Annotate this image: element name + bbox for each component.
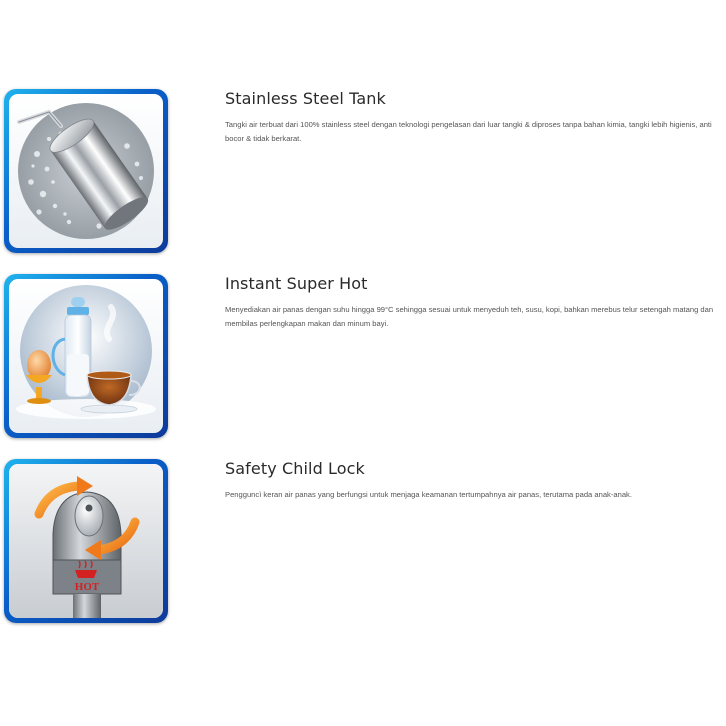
- feature-title: Stainless Steel Tank: [225, 89, 386, 108]
- feature-instant-super-hot: [0, 274, 726, 438]
- feature-title: Instant Super Hot: [225, 274, 368, 293]
- feature-image-frame: [4, 274, 168, 438]
- feature-stainless-steel-tank: [0, 89, 726, 253]
- feature-text: [225, 459, 721, 502]
- feature-safety-child-lock: [0, 459, 726, 623]
- hot-drinks-icon: [9, 279, 163, 433]
- child-lock-faucet-icon: [9, 464, 163, 618]
- stainless-steel-tank-icon: [9, 94, 163, 248]
- feature-title: Safety Child Lock: [225, 459, 365, 478]
- feature-description: Menyediakan air panas dengan suhu hingga 99°C sehingga sesuai untuk menyeduh teh, susu, kopi, bahkan merebus telur setengah matang dan membilas perlengkapan makan dan minum bayi.: [225, 305, 714, 328]
- feature-description: Pengguncì keran air panas yang berfungsi untuk menjaga keamanan tertumpahnya air panas, terutama pada anak-anak.: [225, 490, 632, 499]
- feature-image-frame: [4, 459, 168, 623]
- feature-text: [225, 274, 721, 331]
- feature-description: Tangki air terbuat dari 100% stainless steel dengan teknologi pengelasan dari luar tangki & diproses tanpa bahan kimia, tangki lebih higienis, anti bocor & tidak berkarat.: [225, 120, 712, 143]
- hot-label: HOT: [74, 581, 100, 593]
- feature-text: [225, 89, 721, 146]
- feature-image-frame: [4, 89, 168, 253]
